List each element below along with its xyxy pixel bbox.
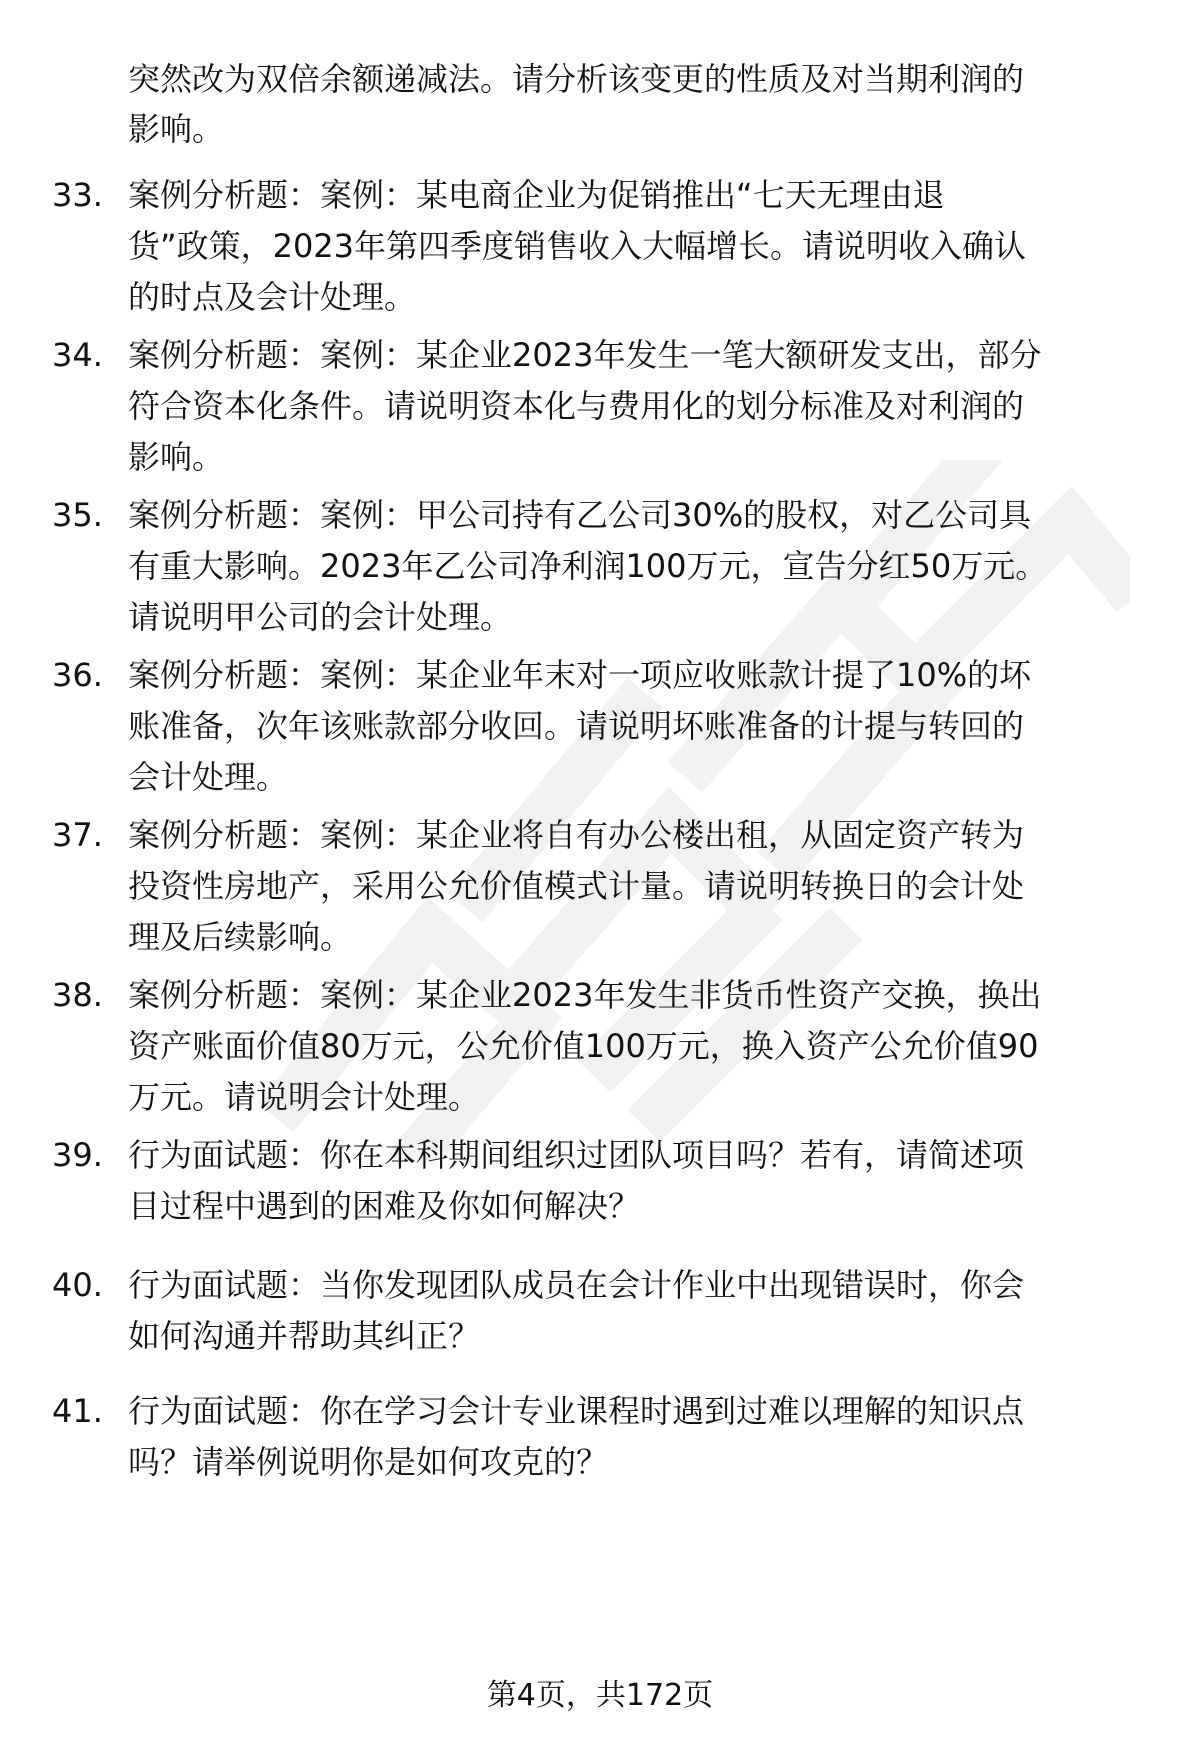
question-line: 案例分析题：案例：某企业将自有办公楼出租，从固定资产转为 (128, 816, 1025, 854)
question-line: 货”政策，2023年第四季度销售收入大幅增长。请说明收入确认 (128, 227, 1027, 265)
question-text (128, 810, 1163, 963)
question-number: 41. (52, 1392, 103, 1430)
question-line: 的时点及会计处理。 (128, 278, 417, 316)
question-line: 如何沟通并帮助其纠正？ (128, 1317, 481, 1355)
question-number: 39. (52, 1136, 103, 1174)
question-line: 投资性房地产，采用公允价值模式计量。请说明转换日的会计处 (128, 867, 1025, 905)
question-text (128, 1130, 1163, 1232)
question-text (128, 170, 1163, 323)
question-number: 36. (52, 656, 103, 694)
question-number: 37. (52, 816, 103, 854)
question-text (128, 330, 1163, 483)
question-line: 账准备，次年该账款部分收回。请说明坏账准备的计提与转回的 (128, 707, 1025, 745)
lead-line-2: 影响。 (128, 110, 225, 148)
question-text (128, 650, 1163, 803)
question-line: 请说明甲公司的会计处理。 (128, 598, 513, 636)
question-number: 33. (52, 176, 103, 214)
question-line: 有重大影响。2023年乙公司净利润100万元，宣告分红50万元。 (128, 547, 1048, 585)
question-number: 40. (52, 1266, 103, 1304)
question-text (128, 1260, 1163, 1362)
question-line: 案例分析题：案例：某企业年末对一项应收账款计提了10%的坏 (128, 656, 1032, 694)
question-line: 行为面试题：你在本科期间组织过团队项目吗？若有，请简述项 (128, 1136, 1025, 1174)
question-line: 会计处理。 (128, 758, 289, 796)
question-line: 目过程中遇到的困难及你如何解决？ (128, 1187, 641, 1225)
question-line: 案例分析题：案例：某电商企业为促销推出“七天无理由退 (128, 176, 945, 214)
question-line: 案例分析题：案例：甲公司持有乙公司30%的股权，对乙公司具 (128, 496, 1032, 534)
question-number: 38. (52, 976, 103, 1014)
question-number: 35. (52, 496, 103, 534)
question-line: 理及后续影响。 (128, 918, 353, 956)
question-line: 行为面试题：你在学习会计专业课程时遇到过难以理解的知识点 (128, 1392, 1025, 1430)
question-line: 案例分析题：案例：某企业2023年发生一笔大额研发支出，部分 (128, 336, 1042, 374)
question-line: 案例分析题：案例：某企业2023年发生非货币性资产交换，换出 (128, 976, 1042, 1014)
page-footer: 第4页，共172页 (486, 1678, 714, 1713)
question-line: 万元。请说明会计处理。 (128, 1078, 481, 1116)
question-line: 行为面试题：当你发现团队成员在会计作业中出现错误时，你会 (128, 1266, 1025, 1304)
question-text (128, 1386, 1163, 1488)
question-text (128, 970, 1163, 1123)
question-line: 吗？请举例说明你是如何攻克的？ (128, 1443, 609, 1481)
question-line: 影响。 (128, 438, 225, 476)
question-line: 符合资本化条件。请说明资本化与费用化的划分标准及对利润的 (128, 387, 1025, 425)
lead-line-1: 突然改为双倍余额递减法。请分析该变更的性质及对当期利润的 (128, 60, 1025, 98)
question-line: 资产账面价值80万元，公允价值100万元，换入资产公允价值90 (128, 1027, 1039, 1065)
question-number: 34. (52, 336, 103, 374)
question-text (128, 490, 1163, 643)
